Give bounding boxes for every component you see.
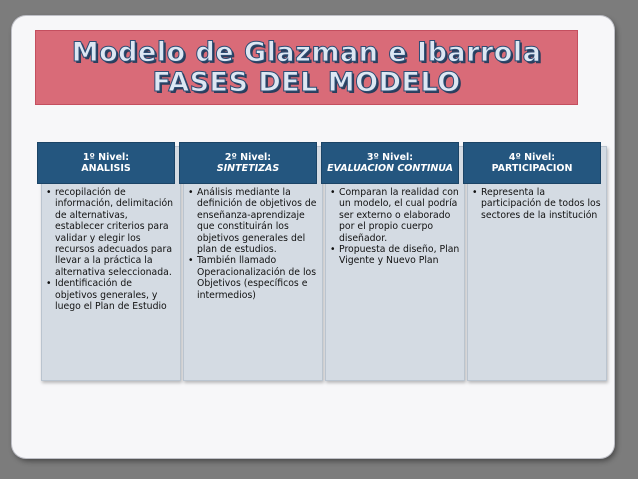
phase-header (179, 142, 317, 184)
slide (12, 16, 614, 458)
phase-body (188, 187, 319, 301)
list-item: • Comparan la realidad con un modelo, el cual podría ser externo o elaborado por el propio cuerpo diseñador. (339, 187, 461, 244)
phase-name: EVALUACION CONTINUA (327, 163, 453, 174)
phase-level: 1º Nivel: (82, 151, 130, 163)
phase-body (46, 187, 177, 312)
list-item: • Análisis mediante la definición de objetivos de enseñanza-aprendizaje que constituirán los objetivos generales del plan de estudios. (197, 187, 319, 255)
list-item: • recopilación de información, delimitación de alternativas, establecer criterios para validar y elegir los recursos adecuados para llevar a la práctica la alternativa seleccionada. (55, 187, 177, 278)
title-banner (35, 30, 578, 105)
slide-subtitle: FASES DEL MODELO (152, 67, 461, 98)
list-item: • Identificación de objetivos generales, y luego el Plan de Estudio (55, 278, 177, 312)
phase-name: ANALISIS (81, 163, 131, 174)
phase-level: 2º Nivel: (224, 151, 272, 163)
phase-column-participacion (467, 146, 607, 381)
list-item: • Propuesta de diseño, Plan Vigente y Nuevo Plan (339, 244, 461, 267)
phase-name: SINTETIZAS (216, 163, 280, 174)
phase-body (330, 187, 461, 267)
phase-body (472, 187, 603, 221)
phase-level: 3º Nivel: (366, 151, 414, 163)
phase-column-evaluacion (325, 146, 465, 381)
phase-name: PARTICIPACION (491, 163, 573, 174)
slide-title: Modelo de Glazman e Ibarrola (71, 37, 542, 68)
phase-header (321, 142, 459, 184)
list-item: • Representa la participación de todos los sectores de la institución (481, 187, 603, 221)
phase-header (37, 142, 175, 184)
phase-level: 4º Nivel: (508, 151, 556, 163)
phase-column-analisis (41, 146, 181, 381)
phase-column-sintetizas (183, 146, 323, 381)
phase-header (463, 142, 601, 184)
list-item: • También llamado Operacionalización de los Objetivos (específicos e intermedios) (197, 255, 319, 301)
